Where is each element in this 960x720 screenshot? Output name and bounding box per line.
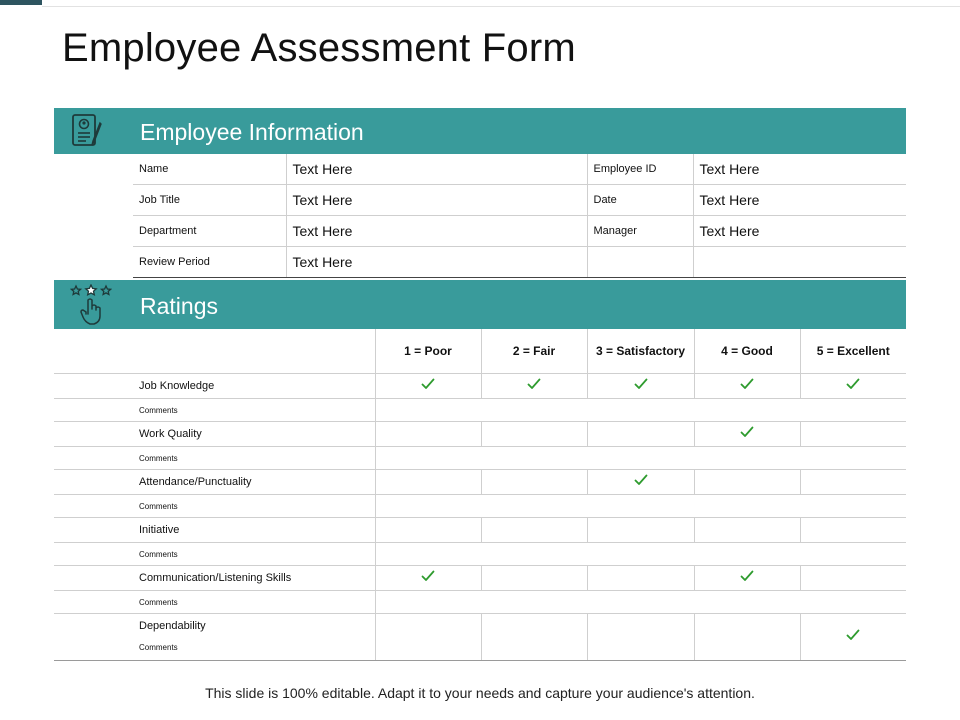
info-label: Employee ID: [587, 154, 693, 185]
rating-criterion-label: Communication/Listening Skills: [54, 566, 375, 591]
checkmark-icon: [846, 628, 860, 645]
comments-label: Comments: [54, 495, 375, 518]
rating-header-blank: [54, 329, 375, 374]
info-label: Name: [133, 154, 286, 185]
rating-cell-3[interactable]: [587, 422, 694, 447]
info-label: Job Title: [133, 185, 286, 216]
rating-cell-5[interactable]: [800, 614, 906, 661]
info-value-field[interactable]: Text Here: [693, 185, 906, 216]
rating-cell-4[interactable]: [694, 566, 800, 591]
checkmark-icon: [421, 377, 435, 394]
comments-field[interactable]: [375, 399, 906, 422]
rating-criterion-cell: [54, 614, 375, 661]
comments-label: Comments: [54, 399, 375, 422]
comments-label: Comments: [54, 543, 375, 566]
employee-info-table: [133, 154, 906, 278]
rating-scale-4: 4 = Good: [694, 329, 800, 374]
rating-cell-5[interactable]: [800, 470, 906, 495]
comments-row: [54, 447, 906, 470]
ratings-table: [54, 329, 906, 661]
comments-label: Comments: [54, 447, 375, 470]
comments-field[interactable]: [375, 543, 906, 566]
comments-field[interactable]: [375, 591, 906, 614]
rating-cell-2[interactable]: [481, 422, 587, 447]
rating-cell-3[interactable]: [587, 614, 694, 661]
info-value-field[interactable]: Text Here: [693, 154, 906, 185]
checkmark-icon: [527, 377, 541, 394]
comments-field[interactable]: [375, 447, 906, 470]
employee-info-header: [54, 108, 906, 154]
rating-cell-1[interactable]: [375, 614, 481, 661]
page-title: Employee Assessment Form: [62, 26, 576, 70]
employee-info-row: [133, 216, 906, 247]
rating-cell-1[interactable]: [375, 470, 481, 495]
top-divider: [42, 6, 960, 7]
rating-cell-2[interactable]: [481, 614, 587, 661]
employee-info-row: [133, 185, 906, 216]
rating-row: [54, 374, 906, 399]
employee-info-row: [133, 154, 906, 185]
info-value-field[interactable]: Text Here: [693, 216, 906, 247]
info-value-field[interactable]: [693, 247, 906, 278]
ratings-header: [54, 280, 906, 329]
info-label: [587, 247, 693, 278]
checkmark-icon: [846, 377, 860, 394]
info-label: Review Period: [133, 247, 286, 278]
rating-cell-2[interactable]: [481, 518, 587, 543]
rating-cell-2[interactable]: [481, 566, 587, 591]
rating-cell-4[interactable]: [694, 374, 800, 399]
rating-cell-3[interactable]: [587, 374, 694, 399]
rating-criterion-label: Work Quality: [54, 422, 375, 447]
employee-info-row: [133, 247, 906, 278]
rating-cell-5[interactable]: [800, 374, 906, 399]
info-value-field[interactable]: Text Here: [286, 154, 587, 185]
comments-label: Comments: [139, 643, 178, 652]
comments-row: [54, 495, 906, 518]
comments-field[interactable]: [375, 495, 906, 518]
checkmark-icon: [634, 473, 648, 490]
rating-cell-4[interactable]: [694, 518, 800, 543]
rating-row: [54, 422, 906, 447]
rating-cell-2[interactable]: [481, 470, 587, 495]
star-rating-hand-icon: [70, 284, 112, 326]
checkmark-icon: [740, 377, 754, 394]
rating-scale-1: 1 = Poor: [375, 329, 481, 374]
rating-scale-2: 2 = Fair: [481, 329, 587, 374]
rating-scale-header-row: [54, 329, 906, 374]
rating-cell-1[interactable]: [375, 422, 481, 447]
rating-cell-3[interactable]: [587, 566, 694, 591]
rating-criterion-label: Initiative: [54, 518, 375, 543]
checkmark-icon: [740, 425, 754, 442]
comments-row: [54, 591, 906, 614]
rating-row: [54, 614, 906, 661]
rating-cell-4[interactable]: [694, 422, 800, 447]
rating-cell-3[interactable]: [587, 518, 694, 543]
comments-row: [54, 399, 906, 422]
rating-scale-3: 3 = Satisfactory: [587, 329, 694, 374]
rating-cell-1[interactable]: [375, 518, 481, 543]
rating-row: [54, 470, 906, 495]
comments-row: [54, 543, 906, 566]
info-label: Date: [587, 185, 693, 216]
footer-note: This slide is 100% editable. Adapt it to your needs and capture your audience's attention.: [205, 685, 755, 701]
rating-cell-4[interactable]: [694, 470, 800, 495]
rating-cell-4[interactable]: [694, 614, 800, 661]
rating-cell-5[interactable]: [800, 566, 906, 591]
rating-row: [54, 518, 906, 543]
top-accent-bar: [0, 0, 42, 5]
info-value-field[interactable]: Text Here: [286, 185, 587, 216]
checkmark-icon: [634, 377, 648, 394]
info-value-field[interactable]: Text Here: [286, 247, 587, 278]
info-label: Department: [133, 216, 286, 247]
rating-cell-3[interactable]: [587, 470, 694, 495]
ratings-title: Ratings: [140, 293, 218, 319]
resume-icon: [70, 112, 106, 150]
checkmark-icon: [740, 569, 754, 586]
comments-label: Comments: [54, 591, 375, 614]
rating-cell-5[interactable]: [800, 518, 906, 543]
info-value-field[interactable]: Text Here: [286, 216, 587, 247]
rating-criterion-label: Job Knowledge: [54, 374, 375, 399]
rating-row: [54, 566, 906, 591]
rating-cell-1[interactable]: [375, 566, 481, 591]
rating-cell-5[interactable]: [800, 422, 906, 447]
employee-info-title: Employee Information: [140, 119, 364, 145]
rating-criterion-label: Attendance/Punctuality: [54, 470, 375, 495]
rating-cell-2[interactable]: [481, 374, 587, 399]
info-label: Manager: [587, 216, 693, 247]
rating-scale-5: 5 = Excellent: [800, 329, 906, 374]
rating-cell-1[interactable]: [375, 374, 481, 399]
rating-criterion-label: Dependability: [139, 620, 206, 632]
checkmark-icon: [421, 569, 435, 586]
